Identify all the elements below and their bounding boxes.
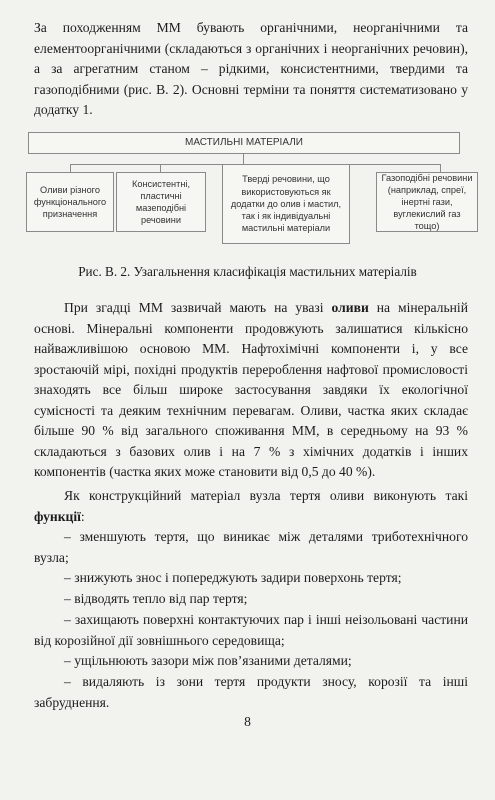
- emphasis-oils: оливи: [331, 300, 369, 315]
- diagram-connector: [70, 164, 71, 172]
- function-item: – видаляють із зони тертя продукти зносу, корозії та інші забруднення.: [34, 674, 468, 710]
- diagram-root-box: МАСТИЛЬНІ МАТЕРІАЛИ: [28, 132, 460, 154]
- function-item: – відводять тепло від пар тертя;: [64, 591, 248, 606]
- function-item: – зменшують тертя, що виникає між деталями триботехнічного вузла;: [34, 529, 468, 565]
- function-item: – захищають поверхні контактуючих пар і інші неізольовані частини від корозійної дії зовнішнього середовища;: [34, 612, 468, 648]
- function-item: – ущільнюють зазори між пов’язаними деталями;: [64, 653, 352, 668]
- text-run: При згадці ММ зазвичай мають на увазі: [64, 300, 332, 315]
- diagram-connector: [243, 154, 244, 164]
- diagram-box-gases: Газоподібні речовини (наприклад, спреї, інертні гази, вуглекислий газ тощо): [376, 172, 478, 232]
- diagram-box-solids: Тверді речовини, що використовуються як додатки до олив і мастил, так і як індивідуальні мастильні матеріали: [222, 164, 350, 244]
- diagram-box-oils: Оливи різного функціонального призначення: [26, 172, 114, 232]
- text-run: Як конструкційний матеріал вузла тертя оливи виконують такі: [64, 488, 468, 503]
- text-run: на мінеральній основі. Мінеральні компоненти продовжують залишатися кількісно найважливішою основою ММ. Нафтохімічні компоненти і, у все зростаючій мірі, похідні продуктів перероблення нафтової промисловості знаходять все більш широке застосування завдяки їх екологічної сумісності та деяким технічним перевагам. Оливи, частка яких складає більше 90 % від загального споживання ММ, в середньому на 93 % складаються з базових олив і на 7 % з хімічних додатків і інших компонентів (частка яких може становити від 0,5 до 40 %).: [34, 300, 468, 479]
- diagram-box-greases: Консистентні, пластичні мазеподібні речовини: [116, 172, 206, 232]
- emphasis-functions: функції: [34, 508, 81, 524]
- function-item: – знижують знос і попереджують задири поверхонь тертя;: [64, 570, 402, 585]
- diagram-connector: [160, 164, 161, 172]
- intro-paragraph: За походженням ММ бувають органічними, неорганічними та елементоорганічними (складаються з органічних і неорганічних речовин), а за агрегатним станом – рідкими, консистентними, твердими та газоподібними (рис. В. 2). Основні терміни та поняття систематизовано у додатку 1.: [34, 20, 468, 117]
- text-run: :: [80, 508, 85, 524]
- page-number: 8: [244, 714, 251, 729]
- body-paragraph-oils: [34, 298, 468, 483]
- body-paragraph-functions: [34, 486, 468, 527]
- figure-caption: Рис. В. 2. Узагальнення класифікація мастильних матеріалів: [78, 264, 417, 279]
